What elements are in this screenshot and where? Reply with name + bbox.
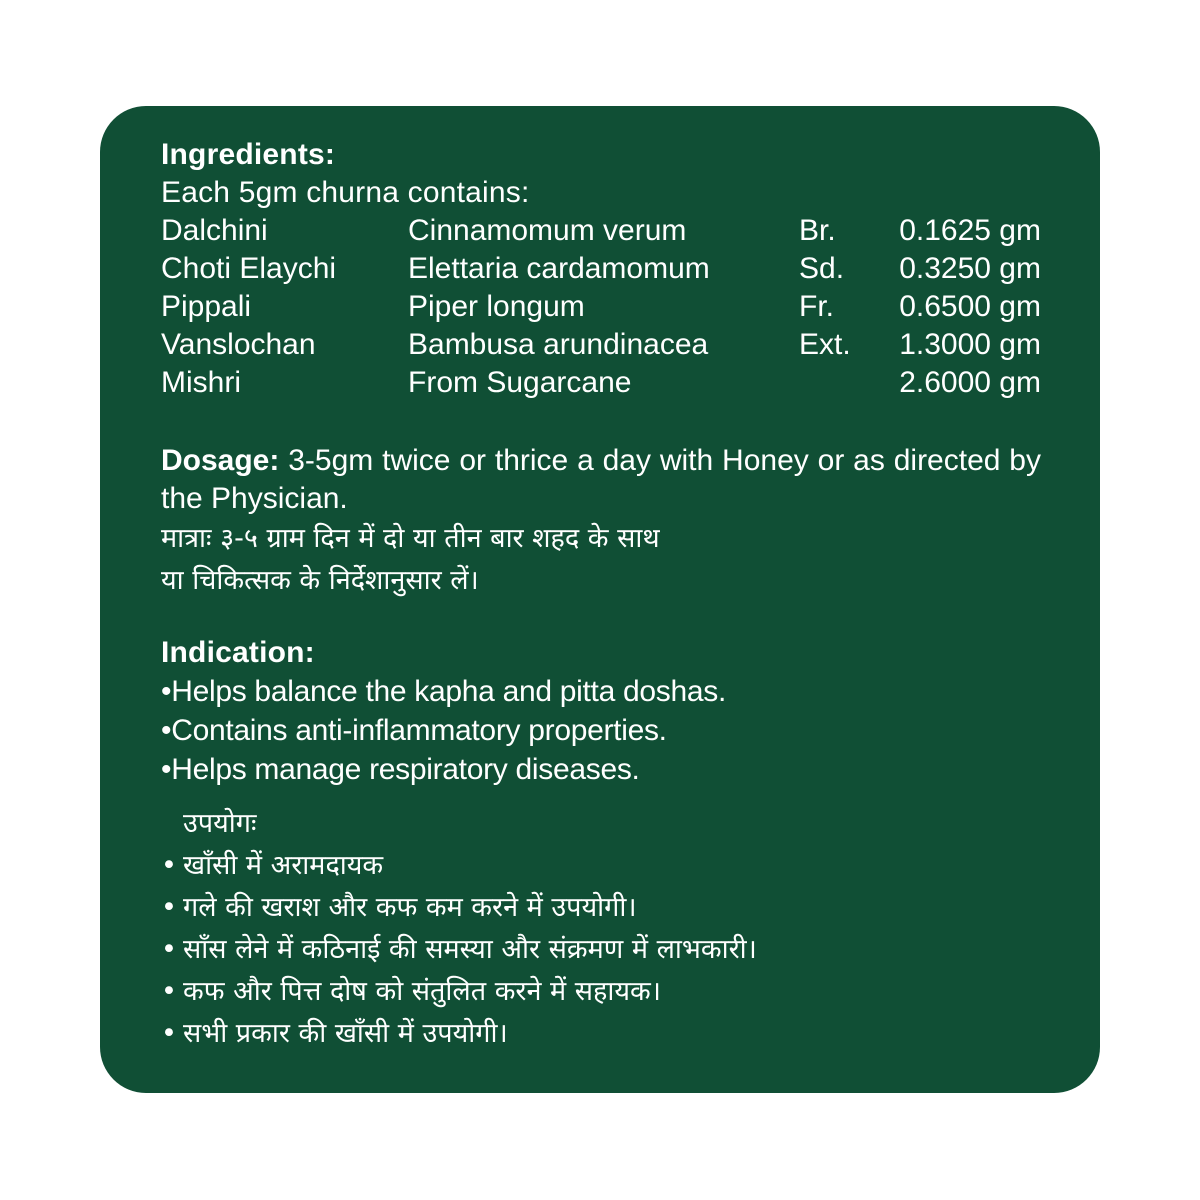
- ingredient-name: Dalchini: [161, 214, 268, 247]
- bullet-icon: •: [161, 976, 177, 1007]
- hindi-indication-item: [161, 971, 1041, 1013]
- ingredient-part: Fr.: [799, 290, 834, 323]
- dosage-label: Dosage:: [161, 444, 280, 477]
- ingredient-botanical: Bambusa arundinacea: [408, 328, 709, 361]
- ingredient-quantity: 0.3250 gm: [899, 252, 1041, 285]
- bullet-icon: •: [161, 850, 177, 881]
- hindi-indication-text: सभी प्रकार की खाँसी में उपयोगी।: [183, 1018, 508, 1049]
- ingredient-name: Choti Elaychi: [161, 252, 337, 285]
- dosage-text: 3-5gm twice or thrice a day with Honey or as directed by the Physician.: [161, 444, 1041, 515]
- bullet-icon: •: [161, 934, 177, 965]
- ingredients-heading: Ingredients:: [161, 138, 336, 171]
- ingredient-row: [161, 212, 1041, 250]
- hindi-indication-text: साँस लेने में कठिनाई की समस्या और संक्रमण में लाभकारी।: [183, 934, 757, 965]
- hindi-indication-item: [161, 845, 1041, 887]
- section-spacer: [161, 402, 1041, 442]
- bullet-icon: •: [161, 892, 177, 923]
- ingredient-part: Ext.: [799, 328, 851, 361]
- ingredient-quantity: 0.1625 gm: [899, 214, 1041, 247]
- ingredient-row: [161, 250, 1041, 288]
- ingredient-botanical: Cinnamomum verum: [408, 214, 687, 247]
- hindi-indication-item: [161, 1013, 1041, 1055]
- hindi-indication-item: [161, 929, 1041, 971]
- ingredients-intro: Each 5gm churna contains:: [161, 176, 530, 209]
- ingredient-name: Vanslochan: [161, 328, 316, 361]
- ingredient-row: [161, 288, 1041, 326]
- ingredient-botanical: Elettaria cardamomum: [408, 252, 710, 285]
- ingredient-quantity: 0.6500 gm: [899, 290, 1041, 323]
- indication-item: •Contains anti-inflammatory properties.: [161, 714, 667, 747]
- hindi-indication-text: गले की खराश और कफ कम करने में उपयोगी।: [183, 892, 637, 923]
- ingredient-name: Mishri: [161, 366, 241, 399]
- ingredient-quantity: 1.3000 gm: [899, 328, 1041, 361]
- ingredient-part: Br.: [799, 214, 836, 247]
- indication-item: •Helps manage respiratory diseases.: [161, 753, 640, 786]
- ingredient-part: Sd.: [799, 252, 845, 285]
- indication-item: •Helps balance the kapha and pitta doshas.: [161, 675, 726, 708]
- ingredient-botanical: From Sugarcane: [408, 366, 632, 399]
- ingredient-quantity: 2.6000 gm: [899, 366, 1041, 399]
- hindi-indication-text: खाँसी में अरामदायक: [183, 850, 384, 881]
- ingredient-botanical: Piper longum: [408, 290, 585, 323]
- ingredient-row: [161, 364, 1041, 402]
- card-content: [161, 136, 1041, 1055]
- ingredient-name: Pippali: [161, 290, 252, 323]
- section-spacer: [161, 602, 1041, 634]
- hindi-indication-text: कफ और पित्त दोष को संतुलित करने में सहायक।: [183, 976, 661, 1007]
- hindi-indication-item: [161, 887, 1041, 929]
- ingredient-row: [161, 326, 1041, 364]
- dosage-paragraph: [161, 442, 1041, 518]
- bullet-icon: •: [161, 1018, 177, 1049]
- indication-heading: Indication:: [161, 636, 315, 669]
- info-card: [100, 106, 1100, 1093]
- section-spacer: [161, 789, 1041, 803]
- dosage-hindi-line-1: मात्राः ३-५ ग्राम दिन में दो या तीन बार शहद के साथ: [161, 523, 660, 554]
- hindi-indication-heading: उपयोगः: [183, 808, 257, 839]
- dosage-hindi-line-2: या चिकित्सक के निर्देशानुसार लें।: [161, 565, 479, 596]
